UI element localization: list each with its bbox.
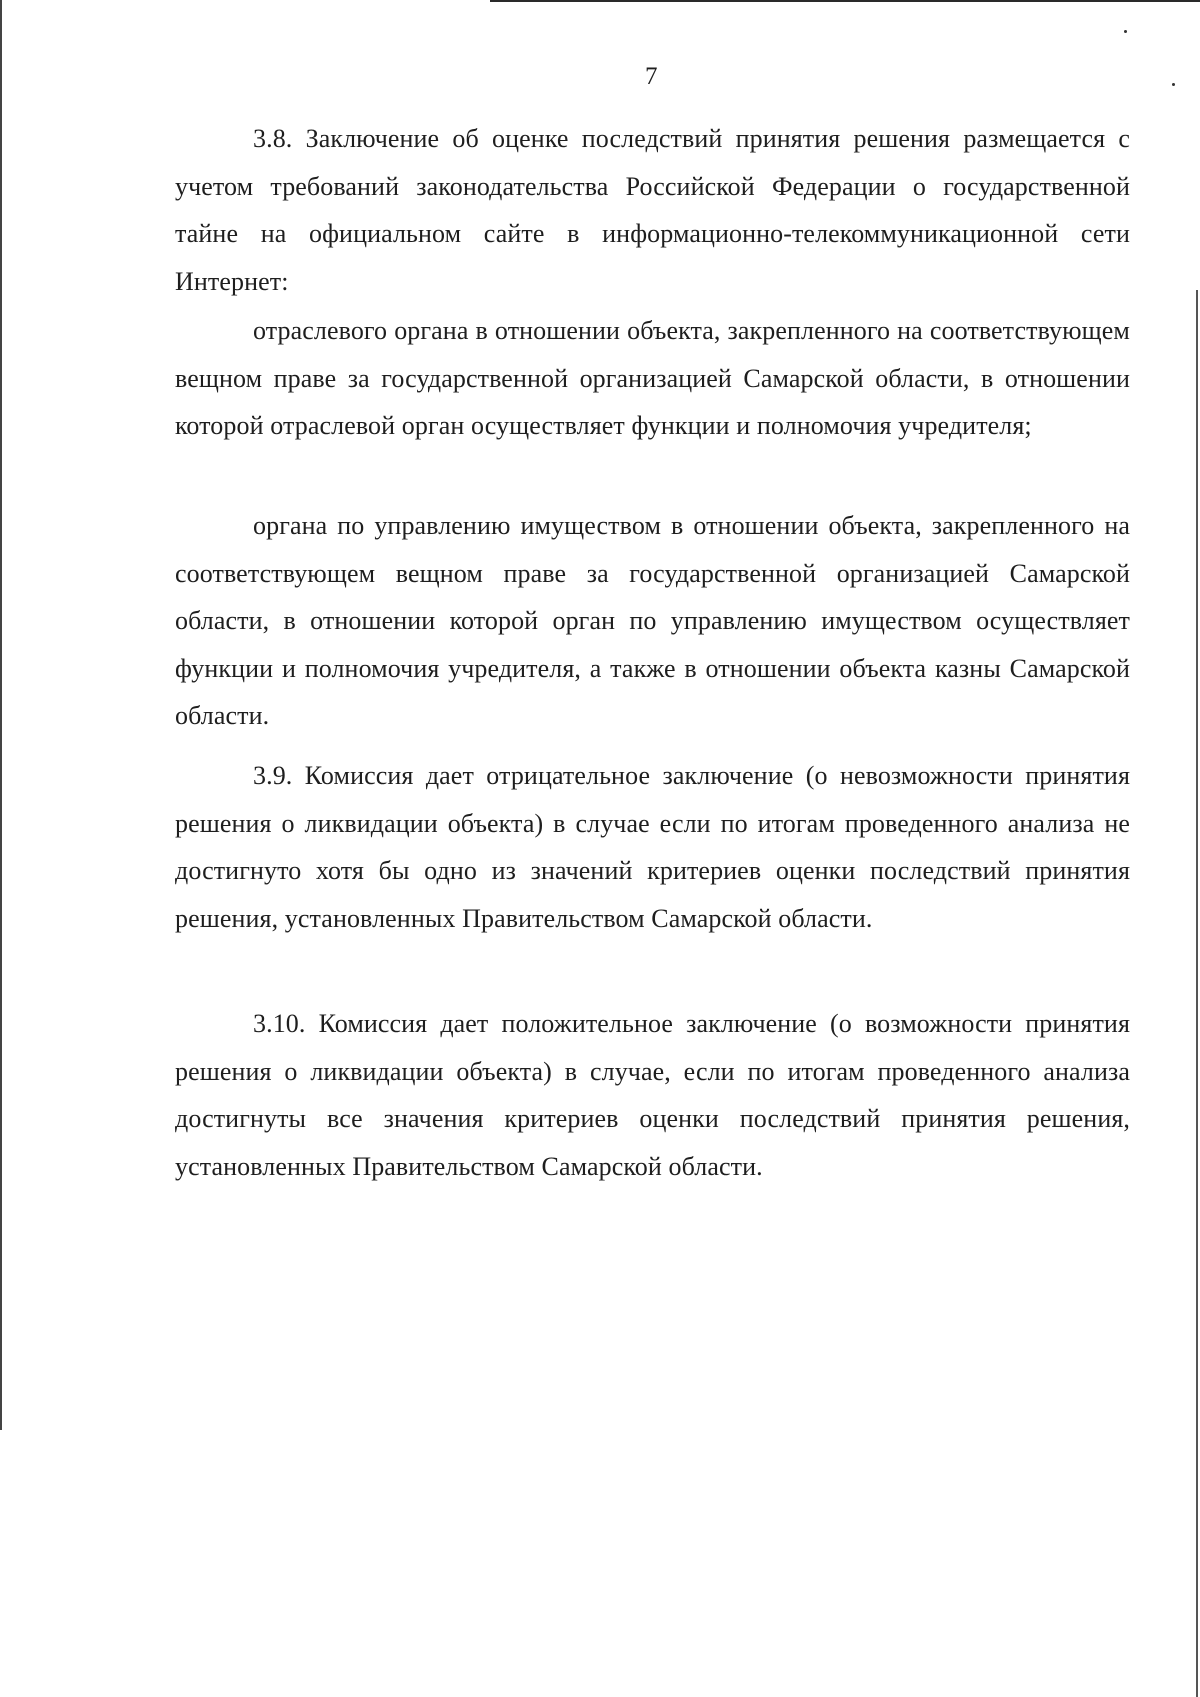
paragraph-3-8: 3.8. Заключение об оценке последствий принятия решения размещается с учетом требований законодательства Российской Федерации о государственной тайне на официальном сайте в информационно-телекоммуникационной сети Интернет: <box>175 124 1130 296</box>
paragraph-3-10: 3.10. Комиссия дает положительное заключение (о возможности принятия решения о ликвидации объекта) в случае, если по итогам проведенного анализа достигнуты все значения критериев оценки последствий принятия решения, установленных Правительством Самарской области. <box>175 1009 1130 1181</box>
page-number: 7 <box>645 63 658 90</box>
paragraph-industry-body: отраслевого органа в отношении объекта, закрепленного на соответствующем вещном праве за государственной организацией Самарской области, в отношении которой отраслевой орган осуществляет функции и полномочия учредителя; <box>175 316 1130 440</box>
paragraph-3-9: 3.9. Комиссия дает отрицательное заключение (о невозможности принятия решения о ликвидации объекта) в случае если по итогам проведенного анализа не достигнуто хотя бы одно из значений критериев оценки последствий принятия решения, установленных Правительством Самарской области. <box>175 761 1130 933</box>
scan-edge-left <box>0 0 2 1430</box>
scan-edge-top <box>490 0 1200 2</box>
scan-speck <box>1124 30 1127 33</box>
scan-speck <box>1172 83 1175 86</box>
scan-edge-right <box>1196 290 1198 1697</box>
paragraph-property-body: органа по управлению имуществом в отношении объекта, закрепленного на соответствующем вещном праве за государственной организацией Самарской области, в отношении которой орган по управлению имуществом осуществляет функции и полномочия учредителя, а также в отношении объекта казны Самарской области. <box>175 511 1130 730</box>
